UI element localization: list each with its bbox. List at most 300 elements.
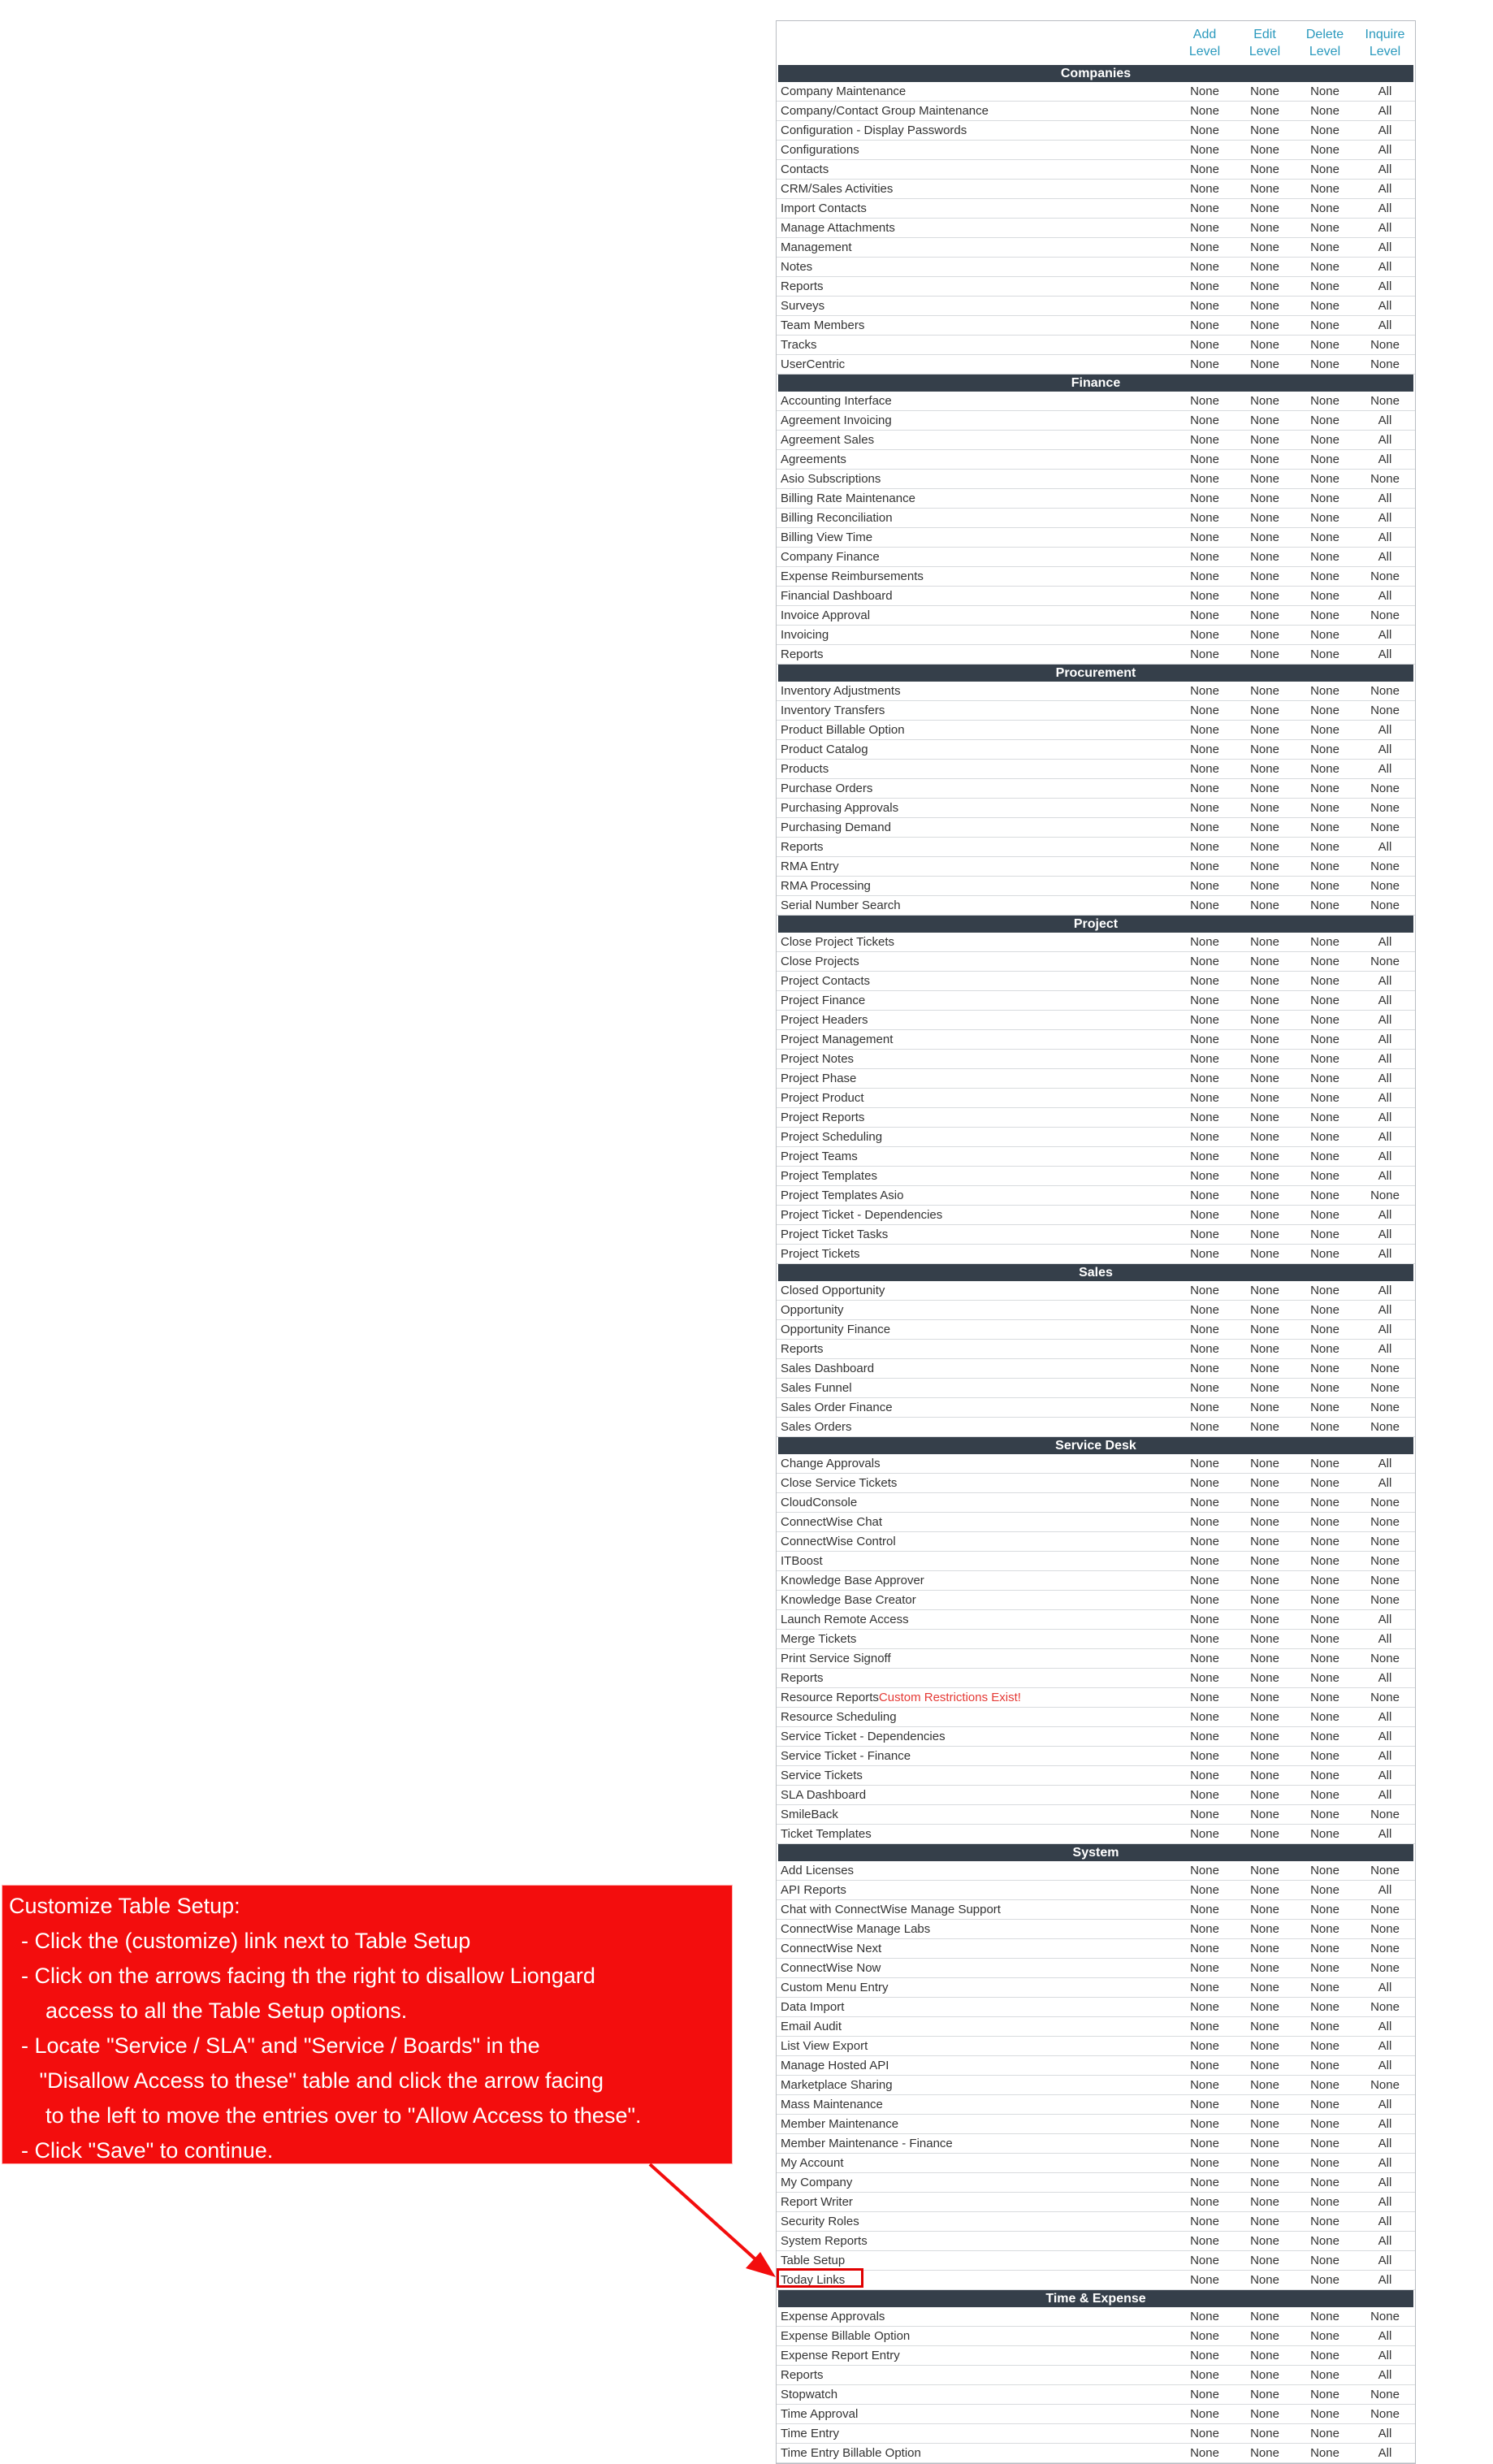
edit-level-cell: None (1250, 2137, 1279, 2150)
callout-line: - Click on the arrows facing th the right to disallow Liongard (9, 1964, 595, 1988)
edit-level-cell: None (1250, 1593, 1279, 1607)
row-label: Tracks (781, 338, 817, 352)
row-label: Launch Remote Access (781, 1613, 909, 1626)
custom-restrictions-link[interactable]: Custom Restrictions Exist! (878, 1691, 1021, 1704)
delete-level-cell: None (1310, 279, 1339, 293)
add-level-cell: None (1190, 1981, 1219, 1994)
row-label: Reports (781, 279, 824, 293)
add-level-cell: None (1190, 2368, 1219, 2382)
row-label: Invoicing (781, 628, 829, 642)
edit-level-cell: None (1250, 1072, 1279, 1085)
edit-level-cell: None (1250, 860, 1279, 873)
delete-level-cell: None (1310, 318, 1339, 332)
inquire-level-cell: All (1378, 279, 1392, 293)
table-row (777, 2154, 1415, 2173)
inquire-level-header: Inquire Level (1365, 28, 1405, 58)
delete-level-cell: None (1310, 2368, 1339, 2382)
edit-level-cell: None (1250, 1323, 1279, 1336)
delete-level-cell: None (1310, 1052, 1339, 1066)
add-level-cell: None (1190, 1228, 1219, 1241)
add-level-cell: None (1190, 974, 1219, 988)
add-level-cell: None (1190, 1632, 1219, 1646)
add-level-cell: None (1190, 2407, 1219, 2421)
row-label: Project Scheduling (781, 1130, 883, 1144)
add-level-cell: None (1190, 240, 1219, 254)
inquire-level-cell: None (1370, 1808, 1400, 1821)
table-row (777, 1418, 1415, 1437)
inquire-level-cell: All (1378, 2117, 1392, 2131)
delete-level-cell: None (1310, 569, 1339, 583)
add-level-cell: None (1190, 1652, 1219, 1665)
add-level-cell: None (1190, 2098, 1219, 2111)
inquire-level-cell: All (1378, 1111, 1392, 1124)
edit-level-cell: None (1250, 2078, 1279, 2092)
edit-level-cell: None (1250, 433, 1279, 447)
add-level-cell: None (1190, 1111, 1219, 1124)
table-row (777, 1167, 1415, 1186)
row-label: Project Contacts (781, 974, 871, 988)
delete-level-cell: None (1310, 1535, 1339, 1548)
row-label: Custom Menu Entry (781, 1981, 889, 1994)
table-row (777, 1398, 1415, 1418)
add-level-cell: None (1190, 1457, 1219, 1470)
add-level-cell: None (1190, 394, 1219, 408)
section-header: Sales (778, 1264, 1413, 1281)
add-level-cell: None (1190, 569, 1219, 583)
table-row (777, 1206, 1415, 1225)
add-level-cell: None (1190, 338, 1219, 352)
add-level-cell: None (1190, 1033, 1219, 1046)
row-label: Merge Tickets (781, 1632, 857, 1646)
add-level-cell: None (1190, 2195, 1219, 2209)
add-level-cell: None (1190, 1922, 1219, 1936)
delete-level-cell: None (1310, 357, 1339, 371)
inquire-level-cell: All (1378, 182, 1392, 196)
delete-level-header: Delete Level (1305, 28, 1344, 58)
add-level-cell: None (1190, 1710, 1219, 1724)
row-label: Project Headers (781, 1013, 868, 1027)
edit-level-cell: None (1250, 1535, 1279, 1548)
inquire-level-cell: All (1378, 628, 1392, 642)
edit-level-cell: None (1250, 1401, 1279, 1414)
add-level-cell: None (1190, 492, 1219, 505)
add-level-cell: None (1190, 260, 1219, 274)
edit-level-cell: None (1250, 2254, 1279, 2267)
row-label: ConnectWise Next (781, 1942, 882, 1955)
row-label: CloudConsole (781, 1496, 858, 1509)
table-row (777, 2385, 1415, 2405)
delete-level-cell: None (1310, 338, 1339, 352)
table-row (777, 2173, 1415, 2193)
edit-level-cell: None (1250, 1942, 1279, 1955)
inquire-level-cell: All (1378, 299, 1392, 313)
inquire-level-cell: All (1378, 453, 1392, 466)
inquire-level-cell: All (1378, 2156, 1392, 2170)
inquire-level-cell: All (1378, 762, 1392, 776)
edit-level-cell: None (1250, 955, 1279, 968)
edit-level-cell: None (1250, 221, 1279, 235)
section-header: Companies (778, 65, 1413, 82)
table-row (777, 277, 1415, 297)
delete-level-cell: None (1310, 2388, 1339, 2401)
table-row (777, 1089, 1415, 1108)
edit-level-cell: None (1250, 821, 1279, 834)
table-row (777, 1532, 1415, 1552)
edit-level-cell: None (1250, 684, 1279, 698)
row-label: Time Approval (781, 2407, 859, 2421)
inquire-level-cell: All (1378, 201, 1392, 215)
table-row (777, 1939, 1415, 1959)
callout-line: access to all the Table Setup options. (9, 1998, 408, 2023)
table-row (777, 1630, 1415, 1649)
add-level-cell: None (1190, 2117, 1219, 2131)
row-label: Service Ticket - Dependencies (781, 1730, 946, 1743)
delete-level-cell: None (1310, 879, 1339, 893)
row-label: Reports (781, 1671, 824, 1685)
row-label: ConnectWise Manage Labs (781, 1922, 931, 1936)
edit-level-cell: None (1250, 782, 1279, 795)
row-label: Inventory Transfers (781, 704, 885, 717)
table-row (777, 1454, 1415, 1474)
row-label: Data Import (781, 2000, 845, 2014)
add-level-cell: None (1190, 318, 1219, 332)
add-level-cell: None (1190, 2446, 1219, 2460)
table-row (777, 972, 1415, 991)
edit-level-cell: None (1250, 143, 1279, 157)
delete-level-cell: None (1310, 2329, 1339, 2343)
edit-level-cell: None (1250, 994, 1279, 1007)
table-row (777, 721, 1415, 740)
inquire-level-cell: None (1370, 338, 1400, 352)
add-level-cell: None (1190, 1208, 1219, 1222)
add-level-cell: None (1190, 1883, 1219, 1897)
add-level-cell: None (1190, 1593, 1219, 1607)
table-row (777, 1825, 1415, 1844)
inquire-level-cell: All (1378, 1476, 1392, 1490)
edit-level-cell: None (1250, 1496, 1279, 1509)
delete-level-cell: None (1310, 2349, 1339, 2362)
delete-level-cell: None (1310, 2098, 1339, 2111)
row-label: Ticket Templates (781, 1827, 872, 1841)
add-level-cell: None (1190, 2156, 1219, 2170)
row-label: Change Approvals (781, 1457, 881, 1470)
edit-level-cell: None (1250, 801, 1279, 815)
add-level-cell: None (1190, 433, 1219, 447)
inquire-level-cell: All (1378, 647, 1392, 661)
row-label: Accounting Interface (781, 394, 892, 408)
inquire-level-cell: All (1378, 530, 1392, 544)
row-label: Project Phase (781, 1072, 857, 1085)
table-row (777, 2232, 1415, 2251)
row-label: Expense Report Entry (781, 2349, 900, 2362)
section-header: System (778, 1844, 1413, 1861)
delete-level-cell: None (1310, 2039, 1339, 2053)
delete-level-cell: None (1310, 899, 1339, 912)
add-level-cell: None (1190, 821, 1219, 834)
row-label: Products (781, 762, 829, 776)
table-row (777, 1786, 1415, 1805)
edit-level-cell: None (1250, 2117, 1279, 2131)
add-level-cell: None (1190, 2020, 1219, 2033)
inquire-level-cell: None (1370, 1593, 1400, 1607)
inquire-level-cell: None (1370, 1362, 1400, 1375)
row-label: Reports (781, 2368, 824, 2382)
edit-level-cell: None (1250, 2310, 1279, 2323)
inquire-level-cell: None (1370, 569, 1400, 583)
inquire-level-cell: None (1370, 1189, 1400, 1202)
delete-level-cell: None (1310, 1342, 1339, 1356)
row-label: Company Maintenance (781, 84, 907, 98)
table-row (777, 1747, 1415, 1766)
table-row (777, 160, 1415, 180)
delete-level-cell: None (1310, 935, 1339, 949)
table-sections (777, 65, 1415, 2463)
table-row (777, 682, 1415, 701)
edit-level-cell: None (1250, 550, 1279, 564)
edit-level-cell: None (1250, 628, 1279, 642)
edit-level-cell: None (1250, 2215, 1279, 2228)
inquire-level-cell: None (1370, 1961, 1400, 1975)
edit-level-cell: None (1250, 279, 1279, 293)
delete-level-cell: None (1310, 1401, 1339, 1414)
edit-level-cell: None (1250, 879, 1279, 893)
add-level-cell: None (1190, 2000, 1219, 2014)
row-label: Manage Hosted API (781, 2059, 889, 2072)
add-level-cell: None (1190, 879, 1219, 893)
add-level-cell: None (1190, 143, 1219, 157)
edit-level-cell: None (1250, 2407, 1279, 2421)
table-row (777, 336, 1415, 355)
callout-line: to the left to move the entries over to "Allow Access to these". (9, 2103, 642, 2128)
row-label: Project Management (781, 1033, 894, 1046)
edit-level-cell: None (1250, 260, 1279, 274)
table-row (777, 1920, 1415, 1939)
inquire-level-cell: All (1378, 840, 1392, 854)
edit-level-cell: None (1250, 723, 1279, 737)
delete-level-cell: None (1310, 530, 1339, 544)
edit-level-cell: None (1250, 492, 1279, 505)
delete-level-cell: None (1310, 2254, 1339, 2267)
add-level-cell: None (1190, 1496, 1219, 1509)
add-level-cell: None (1190, 1788, 1219, 1802)
add-level-cell: None (1190, 1942, 1219, 1955)
inquire-level-cell: All (1378, 123, 1392, 137)
table-row (777, 1766, 1415, 1786)
edit-level-cell: None (1250, 762, 1279, 776)
add-level-cell: None (1190, 1072, 1219, 1085)
inquire-level-cell: All (1378, 511, 1392, 525)
inquire-level-cell: None (1370, 782, 1400, 795)
inquire-level-cell: All (1378, 1303, 1392, 1317)
delete-level-cell: None (1310, 1574, 1339, 1587)
row-label: Close Project Tickets (781, 935, 895, 949)
add-level-cell: None (1190, 860, 1219, 873)
table-row (777, 1959, 1415, 1978)
table-row (777, 2134, 1415, 2154)
row-label: Serial Number Search (781, 899, 901, 912)
edit-level-cell: None (1250, 1052, 1279, 1066)
row-label: Report Writer (781, 2195, 853, 2209)
delete-level-cell: None (1310, 1247, 1339, 1261)
add-level-cell: None (1190, 1535, 1219, 1548)
table-row (777, 567, 1415, 587)
delete-level-cell: None (1310, 1981, 1339, 1994)
edit-level-cell: None (1250, 1150, 1279, 1163)
section-header: Finance (778, 375, 1413, 392)
edit-level-cell: None (1250, 2349, 1279, 2362)
edit-level-cell: None (1250, 1476, 1279, 1490)
section-header: Time & Expense (778, 2290, 1413, 2307)
table-row (777, 1669, 1415, 1688)
edit-level-cell: None (1250, 1420, 1279, 1434)
add-level-cell: None (1190, 704, 1219, 717)
table-row (777, 1881, 1415, 1900)
table-row (777, 1281, 1415, 1301)
row-label: Time Entry Billable Option (781, 2446, 921, 2460)
table-row (777, 2017, 1415, 2037)
delete-level-cell: None (1310, 1652, 1339, 1665)
table-row (777, 1493, 1415, 1513)
inquire-level-cell: None (1370, 1903, 1400, 1916)
table-row (777, 857, 1415, 877)
add-level-cell: None (1190, 2176, 1219, 2189)
edit-level-cell: None (1250, 1730, 1279, 1743)
row-label: Import Contacts (781, 201, 867, 215)
inquire-level-cell: None (1370, 684, 1400, 698)
delete-level-cell: None (1310, 1381, 1339, 1395)
inquire-level-cell: All (1378, 2234, 1392, 2248)
delete-level-cell: None (1310, 511, 1339, 525)
table-row (777, 1320, 1415, 1340)
edit-level-cell: None (1250, 2368, 1279, 2382)
table-row (777, 1998, 1415, 2017)
edit-level-cell: None (1250, 1284, 1279, 1297)
add-level-cell: None (1190, 1749, 1219, 1763)
delete-level-cell: None (1310, 1130, 1339, 1144)
edit-level-cell: None (1250, 2234, 1279, 2248)
row-label: Security Roles (781, 2215, 859, 2228)
inquire-level-cell: All (1378, 1052, 1392, 1066)
inquire-level-cell: All (1378, 1632, 1392, 1646)
delete-level-cell: None (1310, 2407, 1339, 2421)
table-row (777, 1708, 1415, 1727)
inquire-level-cell: All (1378, 1788, 1392, 1802)
delete-level-cell: None (1310, 1362, 1339, 1375)
edit-level-cell: None (1250, 2039, 1279, 2053)
delete-level-cell: None (1310, 589, 1339, 603)
instruction-callout (2, 1885, 733, 2164)
row-label: ConnectWise Chat (781, 1515, 883, 1529)
table-row (777, 779, 1415, 799)
row-label: Resource ReportsCustom Restrictions Exist! (781, 1691, 1021, 1704)
table-row (777, 838, 1415, 857)
delete-level-cell: None (1310, 1613, 1339, 1626)
row-label: Product Billable Option (781, 723, 905, 737)
edit-level-cell: None (1250, 743, 1279, 756)
add-level-cell: None (1190, 201, 1219, 215)
edit-level-cell: None (1250, 299, 1279, 313)
delete-level-cell: None (1310, 1749, 1339, 1763)
add-level-cell: None (1190, 589, 1219, 603)
edit-level-cell: None (1250, 182, 1279, 196)
add-level-cell: None (1190, 1362, 1219, 1375)
delete-level-cell: None (1310, 2078, 1339, 2092)
add-level-cell: None (1190, 723, 1219, 737)
edit-level-cell: None (1250, 162, 1279, 176)
edit-level-cell: None (1250, 1247, 1279, 1261)
edit-level-cell: None (1250, 840, 1279, 854)
table-row (777, 701, 1415, 721)
add-level-cell: None (1190, 221, 1219, 235)
row-label: Print Service Signoff (781, 1652, 891, 1665)
row-label: Agreement Sales (781, 433, 875, 447)
inquire-level-cell: All (1378, 1169, 1392, 1183)
table-row (777, 199, 1415, 219)
delete-level-cell: None (1310, 2234, 1339, 2248)
delete-level-cell: None (1310, 860, 1339, 873)
inquire-level-cell: All (1378, 1033, 1392, 1046)
delete-level-cell: None (1310, 821, 1339, 834)
add-level-cell: None (1190, 2310, 1219, 2323)
delete-level-cell: None (1310, 628, 1339, 642)
row-label: Expense Billable Option (781, 2329, 911, 2343)
edit-level-cell: None (1250, 1381, 1279, 1395)
table-row (777, 1050, 1415, 1069)
edit-level-cell: None (1250, 1130, 1279, 1144)
add-level-cell: None (1190, 453, 1219, 466)
row-label: Company Finance (781, 550, 880, 564)
row-label: Close Projects (781, 955, 859, 968)
inquire-level-cell: All (1378, 1981, 1392, 1994)
inquire-level-cell: All (1378, 1150, 1392, 1163)
inquire-level-cell: All (1378, 2020, 1392, 2033)
table-header-row (777, 21, 1415, 65)
add-level-cell: None (1190, 123, 1219, 137)
inquire-level-cell: None (1370, 2078, 1400, 2092)
edit-level-cell: None (1250, 1033, 1279, 1046)
table-row (777, 2115, 1415, 2134)
row-label: Surveys (781, 299, 825, 313)
add-level-cell: None (1190, 1574, 1219, 1587)
edit-level-cell: None (1250, 1922, 1279, 1936)
inquire-level-cell: None (1370, 1574, 1400, 1587)
table-row (777, 2037, 1415, 2056)
delete-level-cell: None (1310, 1111, 1339, 1124)
table-row (777, 1340, 1415, 1359)
inquire-level-cell: All (1378, 162, 1392, 176)
add-level-cell: None (1190, 840, 1219, 854)
edit-level-cell: None (1250, 1691, 1279, 1704)
delete-level-cell: None (1310, 608, 1339, 622)
row-label: Project Finance (781, 994, 866, 1007)
section-header: Procurement (778, 665, 1413, 682)
callout-line: - Locate "Service / SLA" and "Service / Boards" in the (9, 2033, 540, 2058)
delete-level-cell: None (1310, 1827, 1339, 1841)
table-row (777, 2405, 1415, 2424)
inquire-level-cell: All (1378, 1228, 1392, 1241)
inquire-level-cell: All (1378, 2368, 1392, 2382)
inquire-level-cell: All (1378, 2098, 1392, 2111)
table-row (777, 219, 1415, 238)
inquire-level-cell: None (1370, 1554, 1400, 1568)
edit-level-cell: None (1250, 608, 1279, 622)
edit-level-cell: None (1250, 2020, 1279, 2033)
inquire-level-cell: All (1378, 1130, 1392, 1144)
inquire-level-cell: None (1370, 2000, 1400, 2014)
delete-level-cell: None (1310, 1554, 1339, 1568)
row-label: My Company (781, 2176, 853, 2189)
inquire-level-cell: All (1378, 1613, 1392, 1626)
